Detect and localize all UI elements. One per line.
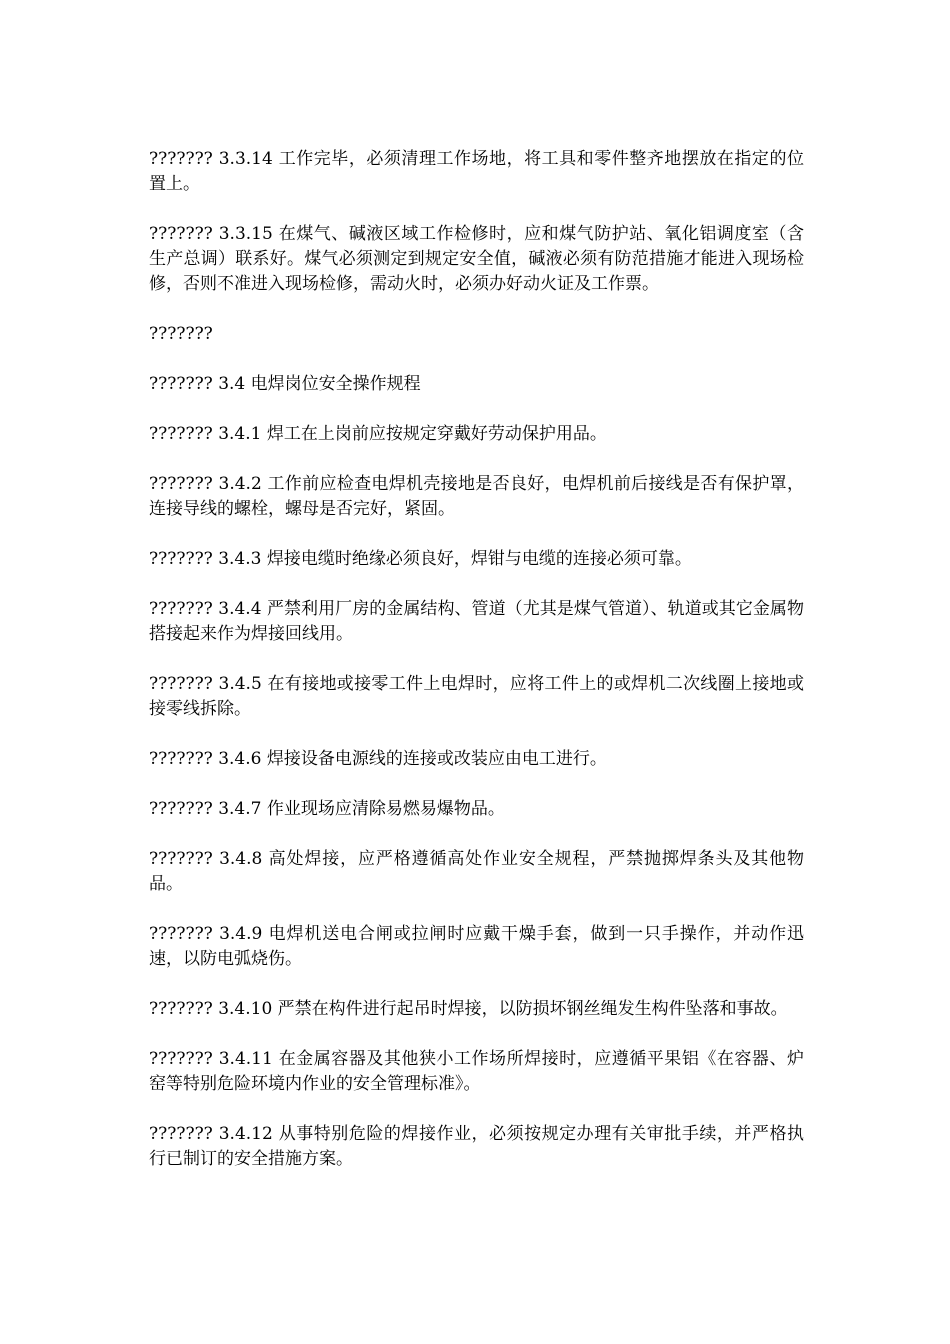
document-body xyxy=(149,147,804,1197)
paragraph-3-4-11: ??????? 3.4.11 在金属容器及其他狭小工作场所焊接时，应遵循平果铝《在容器、炉窑等特别危险环境内作业的安全管理标准》。 xyxy=(149,1049,804,1094)
paragraph-3-4-2: ??????? 3.4.2 工作前应检查电焊机壳接地是否良好，电焊机前后接线是否有保护罩，连接导线的螺栓，螺母是否完好，紧固。 xyxy=(149,474,804,519)
paragraph-3-3-15: ??????? 3.3.15 在煤气、碱液区域工作检修时，应和煤气防护站、氧化铝调度室（含生产总调）联系好。煤气必须测定到规定安全值，碱液必须有防范措施才能进入现场检修，否则不准进入现场检修，需动火时，必须办好动火证及工作票。 xyxy=(149,224,804,294)
paragraph-3-4-10: ??????? 3.4.10 严禁在构件进行起吊时焊接，以防损坏钢丝绳发生构件坠落和事故。 xyxy=(149,999,788,1019)
paragraph-3-4-8: ??????? 3.4.8 高处焊接，应严格遵循高处作业安全规程，严禁抛掷焊条头及其他物品。 xyxy=(149,849,804,894)
paragraph-3-4-7: ??????? 3.4.7 作业现场应清除易燃易爆物品。 xyxy=(149,799,505,819)
paragraph-3-4-3: ??????? 3.4.3 焊接电缆时绝缘必须良好，焊钳与电缆的连接必须可靠。 xyxy=(149,549,692,569)
paragraph-3-4-4: ??????? 3.4.4 严禁利用厂房的金属结构、管道（尤其是煤气管道）、轨道或其它金属物搭接起来作为焊接回线用。 xyxy=(149,599,804,644)
section-heading-3-4: ??????? 3.4 电焊岗位安全操作规程 xyxy=(149,374,421,394)
paragraph-3-4-1: ??????? 3.4.1 焊工在上岗前应按规定穿戴好劳动保护用品。 xyxy=(149,424,607,444)
paragraph-3-4-12: ??????? 3.4.12 从事特别危险的焊接作业，必须按规定办理有关审批手续，并严格执行已制订的安全措施方案。 xyxy=(149,1124,804,1169)
paragraph-3-4-9: ??????? 3.4.9 电焊机送电合闸或拉闸时应戴干燥手套，做到一只手操作，并动作迅速，以防电弧烧伤。 xyxy=(149,924,804,969)
paragraph-placeholder: ??????? xyxy=(149,324,213,344)
paragraph-3-4-6: ??????? 3.4.6 焊接设备电源线的连接或改装应由电工进行。 xyxy=(149,749,607,769)
paragraph-3-3-14: ??????? 3.3.14 工作完毕，必须清理工作场地，将工具和零件整齐地摆放在指定的位置上。 xyxy=(149,149,804,194)
paragraph-3-4-5: ??????? 3.4.5 在有接地或接零工件上电焊时，应将工件上的或焊机二次线圈上接地或接零线拆除。 xyxy=(149,674,804,719)
